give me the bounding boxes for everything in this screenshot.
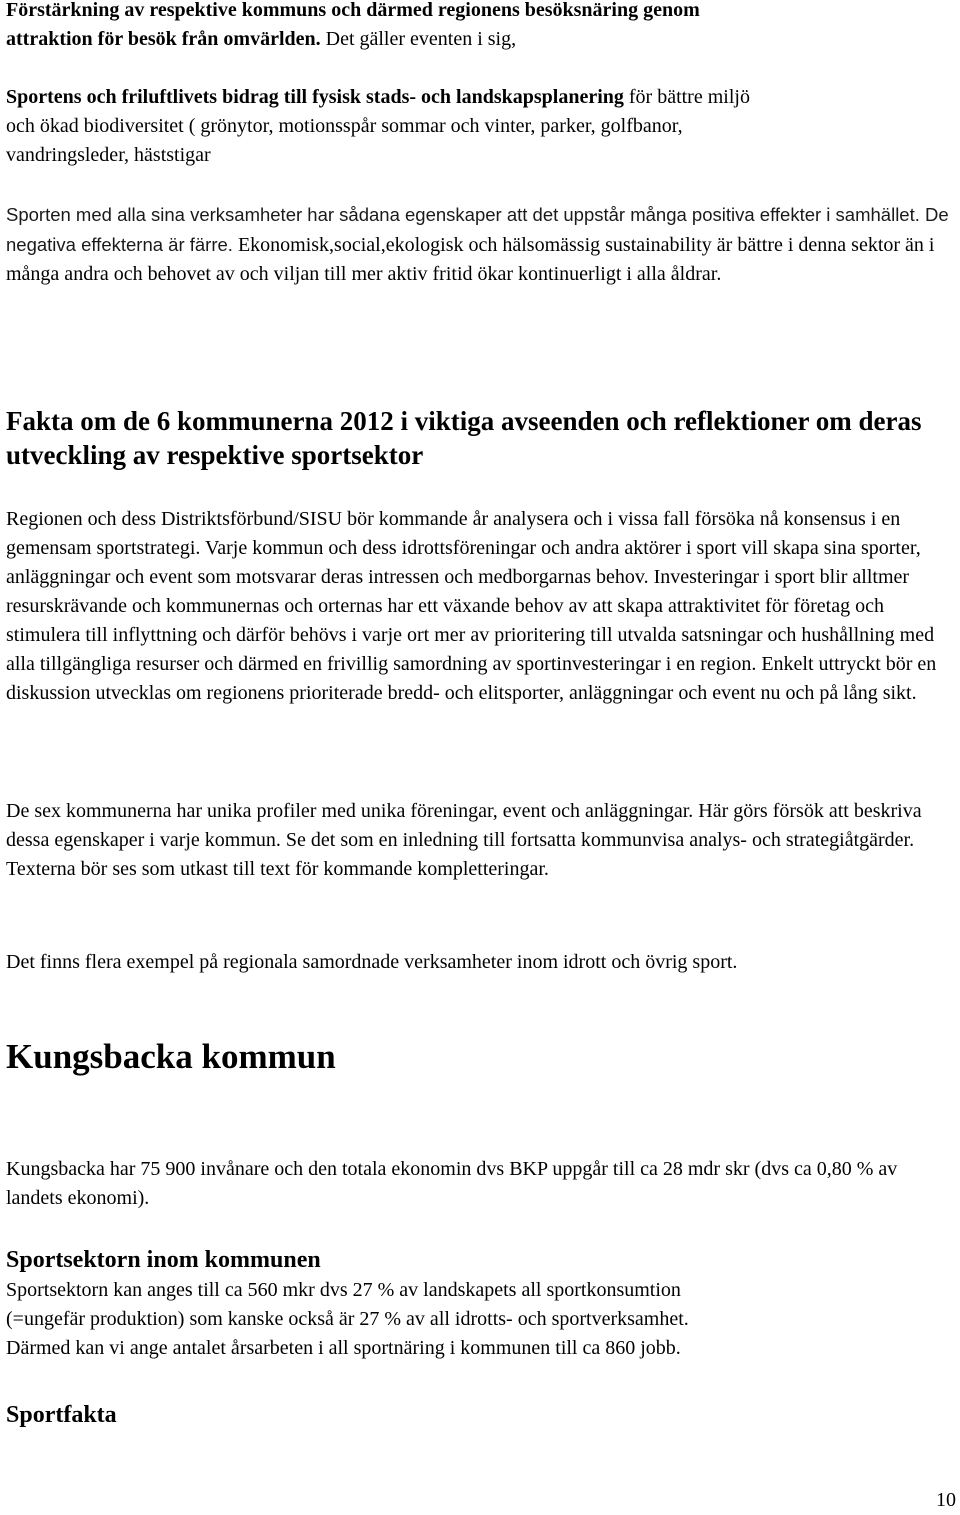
effects-text: Sporten med alla sina verksamheter har sådana egenskaper att det uppstår många positiva effekter i samhället. De negativa effekterna är färre. bbox=[6, 204, 949, 255]
environment-paragraph bbox=[6, 83, 956, 170]
kungsbacka-heading: Kungsbacka kommun bbox=[6, 1037, 336, 1076]
effects-paragraph bbox=[6, 200, 956, 289]
environment-bold-lead: Sportens och friluftlivets bidrag till fysisk stads- och landskapsplanering bbox=[6, 86, 624, 108]
sportsektorn-heading: Sportsektorn inom kommunen bbox=[6, 1247, 321, 1273]
intro-bold-line: Förstärkning av respektive kommuns och därmed regionens besöksnäring genom bbox=[6, 0, 700, 21]
fakta-paragraph-3: Det finns flera exempel på regionala samordnade verksamheter inom idrott och övrig sport. bbox=[6, 951, 738, 973]
intro-paragraph bbox=[6, 0, 956, 54]
intro-line-2-rest: Det gäller eventen i sig, bbox=[320, 28, 517, 50]
sportsektorn-line-2: (=ungefär produktion) som kanske också är 27 % av all idrotts- och sportverksamhet. bbox=[6, 1308, 689, 1330]
environment-line2: och ökad biodiversitet ( grönytor, motionsspår sommar och vinter, parker, golfbanor, bbox=[6, 115, 683, 137]
sportfakta-heading: Sportfakta bbox=[6, 1402, 117, 1428]
intro-bold-line-2: attraktion för besök från omvärlden. bbox=[6, 28, 321, 50]
sportsektorn-line-3: Därmed kan vi ange antalet årsarbeten i all sportnäring i kommunen till ca 860 jobb. bbox=[6, 1337, 681, 1359]
sportsektorn-line-1: Sportsektorn kan anges till ca 560 mkr dvs 27 % av landskapets all sportkonsumtion bbox=[6, 1279, 681, 1301]
environment-line3: vandringsleder, häststigar bbox=[6, 144, 211, 166]
kungsbacka-paragraph: Kungsbacka har 75 900 invånare och den totala ekonomin dvs BKP uppgår till ca 28 mdr skr (dvs ca 0,80 % av landets ekonomi). bbox=[6, 1158, 898, 1209]
environment-rest-line1: för bättre miljö bbox=[623, 86, 750, 108]
page-number: 10 bbox=[936, 1489, 956, 1511]
fakta-paragraph-1: Regionen och dess Distriktsförbund/SISU bör kommande år analysera och i vissa fall försöka nå konsensus i en gemensam sportstrategi. Varje kommun och dess idrottsföreningar och andra aktörer i sport vill skapa sina sporter, anläggningar och event som motsvarar deras intressen och medborgarnas behov. Investeringar i sport blir alltmer resurskrävande och kommunernas och orternas har ett växande behov av att skapa attraktivitet för företag och stimulera till inflyttning och därför behövs i varje ort mer av prioritering till utvalda satsningar och hushållning med alla tillgängliga resurser och därmed en frivillig samordning av sportinvesteringar i en region. Enkelt uttryckt bör en diskussion utvecklas om regionens prioriterade bredd- och elitsporter, anläggningar och event nu och på lång sikt. bbox=[6, 508, 937, 704]
effects-text-serif: Ekonomisk,social,ekologisk och hälsomässig sustainability är bättre i denna sektor än i många andra och behovet av och viljan till mer aktiv fritid ökar kontinuerligt i alla åldrar. bbox=[6, 234, 935, 285]
sportsektorn-paragraph bbox=[6, 1276, 956, 1363]
fakta-paragraph-2: De sex kommunerna har unika profiler med unika föreningar, event och anläggningar. Här görs försök att beskriva dessa egenskaper i varje kommun. Se det som en inledning till fortsatta kommunvisa analys- och strategiåtgärder. Texterna bör ses som utkast till text för kommande kompletteringar. bbox=[6, 800, 922, 880]
fakta-heading: Fakta om de 6 kommunerna 2012 i viktiga avseenden och reflektioner om deras utveckling av respektive sportsektor bbox=[6, 406, 922, 470]
